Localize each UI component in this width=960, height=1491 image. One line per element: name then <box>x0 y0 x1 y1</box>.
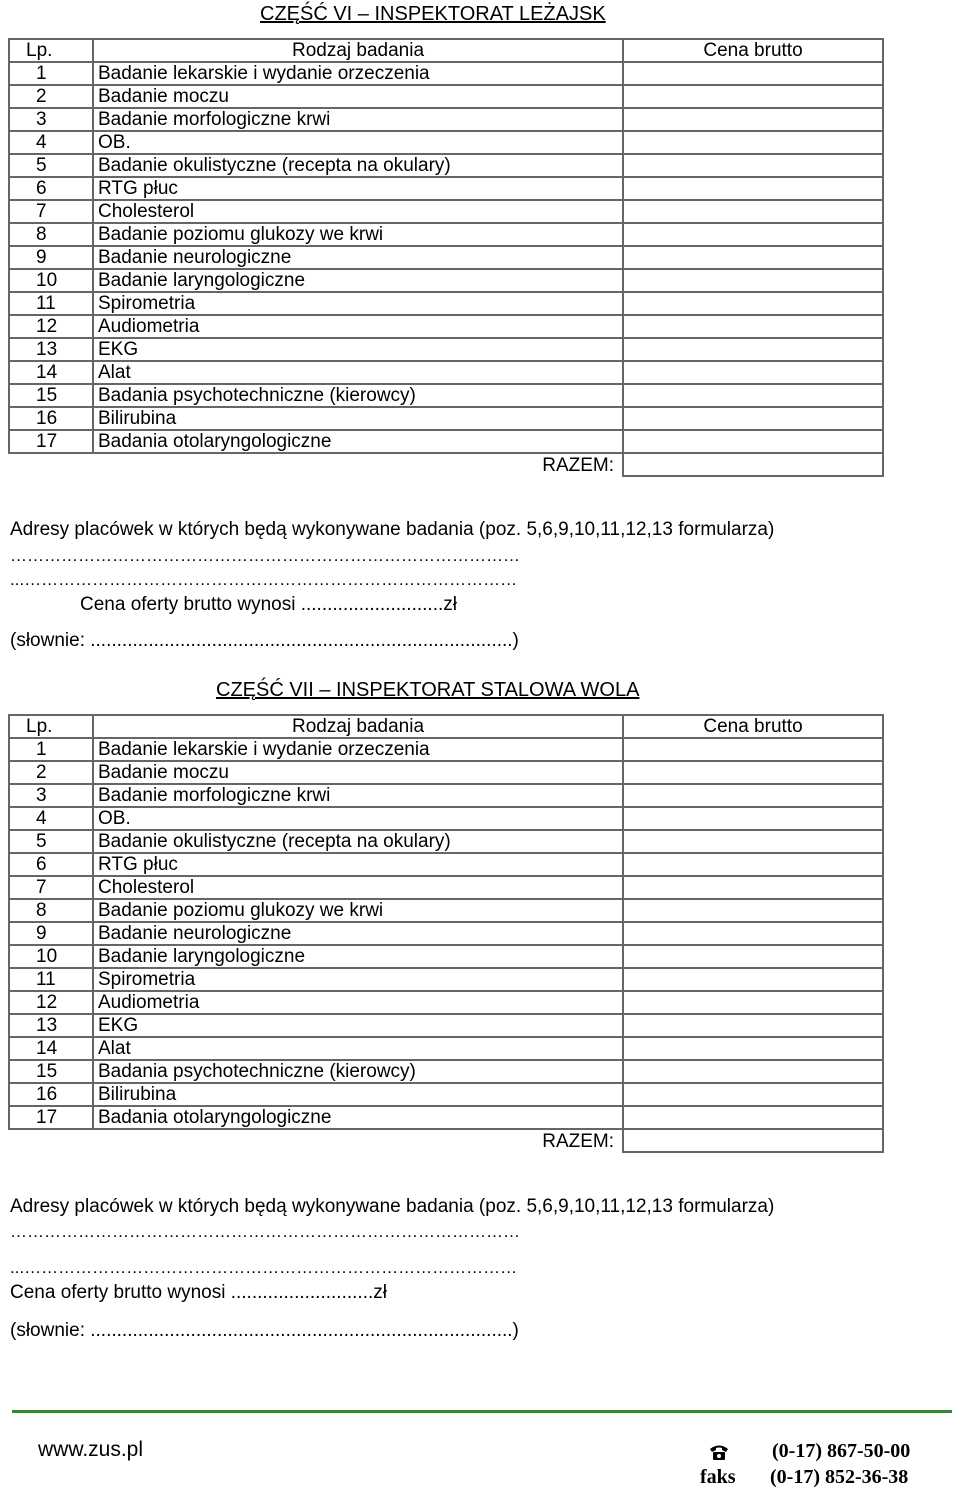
row-name: Bilirubina <box>93 407 623 430</box>
row-name: Badanie neurologiczne <box>93 922 623 945</box>
row-name: OB. <box>93 131 623 154</box>
row-price-cell[interactable] <box>623 738 883 761</box>
row-lp: 4 <box>9 131 93 154</box>
row-name: Audiometria <box>93 991 623 1014</box>
section-7-title <box>0 679 960 702</box>
table-row <box>9 853 883 876</box>
row-lp: 5 <box>9 830 93 853</box>
row-price-cell[interactable] <box>623 315 883 338</box>
table-row <box>9 85 883 108</box>
row-name: Badanie moczu <box>93 85 623 108</box>
table-row <box>9 738 883 761</box>
row-lp: 1 <box>9 738 93 761</box>
header-name: Rodzaj badania <box>93 715 623 738</box>
row-name: Badanie okulistyczne (recepta na okulary) <box>93 154 623 177</box>
row-price-cell[interactable] <box>623 761 883 784</box>
row-name: Spirometria <box>93 292 623 315</box>
row-name: Alat <box>93 1037 623 1060</box>
row-lp: 11 <box>9 968 93 991</box>
section-6-words-line: (słownie: ................................................................................) <box>10 630 519 651</box>
section-6-title-text: CZĘŚĆ VI – INSPEKTORAT LEŻAJSK <box>260 3 606 25</box>
row-price-cell[interactable] <box>623 807 883 830</box>
footer-phone-row <box>708 1440 730 1463</box>
row-lp: 3 <box>9 784 93 807</box>
row-name: Badanie lekarskie i wydanie orzeczenia <box>93 62 623 85</box>
section-6-price-line: Cena oferty brutto wynosi ...........................zł <box>80 594 457 615</box>
table-row <box>9 968 883 991</box>
row-name: Badanie laryngologiczne <box>93 945 623 968</box>
row-name: Badania psychotechniczne (kierowcy) <box>93 1060 623 1083</box>
row-price-cell[interactable] <box>623 1037 883 1060</box>
table-row <box>9 246 883 269</box>
table-row <box>9 830 883 853</box>
header-lp: Lp. <box>9 715 93 738</box>
row-lp: 13 <box>9 1014 93 1037</box>
table-row <box>9 430 883 453</box>
row-price-cell[interactable] <box>623 292 883 315</box>
row-lp: 11 <box>9 292 93 315</box>
table-row <box>9 1106 883 1129</box>
row-name: RTG płuc <box>93 853 623 876</box>
row-name: OB. <box>93 807 623 830</box>
row-name: Spirometria <box>93 968 623 991</box>
total-row <box>9 1129 883 1152</box>
row-name: Badania psychotechniczne (kierowcy) <box>93 384 623 407</box>
row-name: Badanie moczu <box>93 761 623 784</box>
section-7-price-line: Cena oferty brutto wynosi ...........................zł <box>10 1282 387 1303</box>
header-lp: Lp. <box>9 39 93 62</box>
row-lp: 10 <box>9 945 93 968</box>
row-price-cell[interactable] <box>623 177 883 200</box>
table-row <box>9 269 883 292</box>
phone-icon <box>708 1443 730 1461</box>
total-row <box>9 453 883 476</box>
row-lp: 17 <box>9 1106 93 1129</box>
row-lp: 7 <box>9 200 93 223</box>
row-name: Bilirubina <box>93 1083 623 1106</box>
table-row <box>9 223 883 246</box>
table-row <box>9 177 883 200</box>
table-row <box>9 922 883 945</box>
row-lp: 14 <box>9 1037 93 1060</box>
row-name: Badanie laryngologiczne <box>93 269 623 292</box>
table-row <box>9 292 883 315</box>
table-row <box>9 131 883 154</box>
row-lp: 15 <box>9 384 93 407</box>
row-lp: 12 <box>9 991 93 1014</box>
section-7-words-line: (słownie: ................................................................................) <box>10 1320 519 1341</box>
table-row <box>9 407 883 430</box>
row-price-cell[interactable] <box>623 361 883 384</box>
row-price-cell[interactable] <box>623 85 883 108</box>
row-price-cell[interactable] <box>623 922 883 945</box>
row-lp: 13 <box>9 338 93 361</box>
row-price-cell[interactable] <box>623 1083 883 1106</box>
row-price-cell[interactable] <box>623 991 883 1014</box>
row-name: Cholesterol <box>93 200 623 223</box>
total-price-cell[interactable] <box>623 453 883 476</box>
table-row <box>9 384 883 407</box>
row-price-cell[interactable] <box>623 131 883 154</box>
row-name: Badanie lekarskie i wydanie orzeczenia <box>93 738 623 761</box>
row-lp: 2 <box>9 761 93 784</box>
section-6-dots-1: ……………………………………………………………………………… <box>10 546 520 565</box>
row-price-cell[interactable] <box>623 945 883 968</box>
row-price-cell[interactable] <box>623 1060 883 1083</box>
row-price-cell[interactable] <box>623 108 883 131</box>
row-lp: 6 <box>9 177 93 200</box>
row-price-cell[interactable] <box>623 830 883 853</box>
row-lp: 8 <box>9 223 93 246</box>
row-lp: 9 <box>9 922 93 945</box>
table-row <box>9 200 883 223</box>
section-6-addresses: Adresy placówek w których będą wykonywane badania (poz. 5,6,9,10,11,12,13 formularza) <box>10 519 775 540</box>
section-7-addresses: Adresy placówek w których będą wykonywane badania (poz. 5,6,9,10,11,12,13 formularza) <box>10 1196 775 1217</box>
row-lp: 4 <box>9 807 93 830</box>
row-price-cell[interactable] <box>623 338 883 361</box>
row-price-cell[interactable] <box>623 200 883 223</box>
table-row <box>9 154 883 177</box>
row-price-cell[interactable] <box>623 899 883 922</box>
table-row <box>9 945 883 968</box>
row-lp: 2 <box>9 85 93 108</box>
row-name: Audiometria <box>93 315 623 338</box>
row-price-cell[interactable] <box>623 876 883 899</box>
row-lp: 5 <box>9 154 93 177</box>
table-row <box>9 62 883 85</box>
table-row <box>9 1083 883 1106</box>
section-6-table <box>8 38 884 477</box>
table-row <box>9 1037 883 1060</box>
row-price-cell[interactable] <box>623 407 883 430</box>
section-7-dots-1: ……………………………………………………………………………… <box>10 1222 520 1241</box>
row-price-cell[interactable] <box>623 1014 883 1037</box>
row-lp: 12 <box>9 315 93 338</box>
section-7-dots-2: ...…………………………………………………………………………… <box>10 1258 518 1277</box>
row-lp: 14 <box>9 361 93 384</box>
table-row <box>9 1014 883 1037</box>
row-price-cell[interactable] <box>623 246 883 269</box>
table-row <box>9 899 883 922</box>
row-lp: 1 <box>9 62 93 85</box>
table-header-row <box>9 715 883 738</box>
section-6-title <box>0 3 960 26</box>
row-name: Badanie poziomu glukozy we krwi <box>93 223 623 246</box>
table-row <box>9 338 883 361</box>
header-price: Cena brutto <box>623 715 883 738</box>
table-row <box>9 761 883 784</box>
total-price-cell[interactable] <box>623 1129 883 1152</box>
table-row <box>9 315 883 338</box>
row-lp: 16 <box>9 1083 93 1106</box>
row-lp: 15 <box>9 1060 93 1083</box>
row-price-cell[interactable] <box>623 269 883 292</box>
row-lp: 10 <box>9 269 93 292</box>
table-row <box>9 876 883 899</box>
header-price: Cena brutto <box>623 39 883 62</box>
row-price-cell[interactable] <box>623 784 883 807</box>
row-price-cell[interactable] <box>623 853 883 876</box>
header-name: Rodzaj badania <box>93 39 623 62</box>
row-name: Badanie okulistyczne (recepta na okulary) <box>93 830 623 853</box>
row-lp: 7 <box>9 876 93 899</box>
row-lp: 3 <box>9 108 93 131</box>
row-price-cell[interactable] <box>623 968 883 991</box>
table-row <box>9 108 883 131</box>
row-name: Badanie neurologiczne <box>93 246 623 269</box>
row-name: EKG <box>93 338 623 361</box>
row-name: Badania otolaryngologiczne <box>93 1106 623 1129</box>
row-name: RTG płuc <box>93 177 623 200</box>
table-row <box>9 361 883 384</box>
row-name: Alat <box>93 361 623 384</box>
table-row <box>9 991 883 1014</box>
footer-fax: (0-17) 852-36-38 <box>770 1466 909 1488</box>
table-row <box>9 807 883 830</box>
row-price-cell[interactable] <box>623 384 883 407</box>
table-row <box>9 1060 883 1083</box>
row-name: Badanie poziomu glukozy we krwi <box>93 899 623 922</box>
row-price-cell[interactable] <box>623 154 883 177</box>
row-lp: 17 <box>9 430 93 453</box>
row-name: EKG <box>93 1014 623 1037</box>
row-lp: 6 <box>9 853 93 876</box>
row-name: Badanie morfologiczne krwi <box>93 784 623 807</box>
row-price-cell[interactable] <box>623 430 883 453</box>
total-label: RAZEM: <box>9 1129 623 1152</box>
total-label: RAZEM: <box>9 453 623 476</box>
section-7-title-text: CZĘŚĆ VII – INSPEKTORAT STALOWA WOLA <box>216 679 640 701</box>
table-header-row <box>9 39 883 62</box>
row-price-cell[interactable] <box>623 1106 883 1129</box>
table-row <box>9 784 883 807</box>
row-lp: 16 <box>9 407 93 430</box>
section-7-table <box>8 714 884 1153</box>
row-lp: 8 <box>9 899 93 922</box>
footer-phone: (0-17) 867-50-00 <box>772 1440 911 1462</box>
footer-fax-label: faks <box>700 1466 736 1488</box>
footer-website[interactable]: www.zus.pl <box>38 1438 144 1461</box>
row-name: Badanie morfologiczne krwi <box>93 108 623 131</box>
row-lp: 9 <box>9 246 93 269</box>
section-6-dots-2: ...…………………………………………………………………………… <box>10 570 518 589</box>
row-name: Cholesterol <box>93 876 623 899</box>
footer-divider <box>12 1410 952 1413</box>
row-price-cell[interactable] <box>623 223 883 246</box>
row-name: Badania otolaryngologiczne <box>93 430 623 453</box>
row-price-cell[interactable] <box>623 62 883 85</box>
